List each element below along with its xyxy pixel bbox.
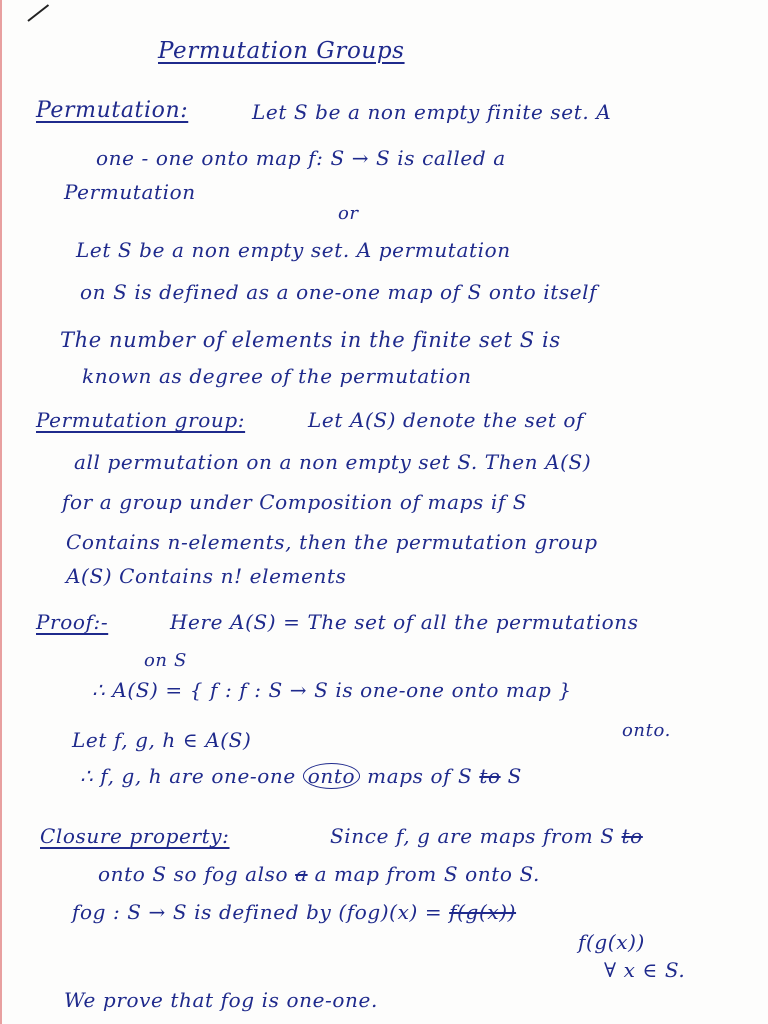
text-span: S xyxy=(507,764,522,788)
struck-word: to xyxy=(621,824,643,848)
text-span: onto S so fog also xyxy=(98,862,289,886)
circled-word: onto xyxy=(303,763,360,789)
text-line: ∴ A(S) = { f : f : S → S is one-one onto map } xyxy=(92,678,572,702)
text-line: Let A(S) denote the set of xyxy=(308,408,585,432)
text-line: The number of elements in the finite set S is xyxy=(60,328,561,352)
text-line: We prove that fog is one-one. xyxy=(64,988,378,1012)
text-line: Contains n-elements, then the permutation group xyxy=(66,530,598,554)
text-line xyxy=(330,826,643,846)
text-span: ∴ f, g, h are one-one xyxy=(80,764,296,788)
struck-word: to xyxy=(479,764,501,788)
struck-word: a xyxy=(295,862,308,886)
text-line: ∀ x ∈ S. xyxy=(604,958,686,982)
text-line: Here A(S) = The set of all the permutations xyxy=(170,610,639,634)
text-line: for a group under Composition of maps if S xyxy=(62,490,528,514)
permutation-heading: Permutation: xyxy=(36,98,189,123)
text-line: on S xyxy=(144,650,187,671)
text-line: one - one onto map f: S → S is called a xyxy=(96,146,506,170)
text-line: A(S) Contains n! elements xyxy=(66,564,347,588)
text-line xyxy=(98,864,540,884)
text-line: known as degree of the permutation xyxy=(82,364,472,388)
proof-heading: Proof:- xyxy=(36,610,109,634)
text-line: Let f, g, h ∈ A(S) xyxy=(72,728,252,752)
page-title: Permutation Groups xyxy=(158,38,405,64)
struck-word: f(g(x)) xyxy=(449,900,517,924)
inserted-word: onto. xyxy=(622,720,671,741)
text-line: or xyxy=(338,203,359,224)
pen-mark xyxy=(27,4,49,22)
text-line xyxy=(72,902,516,922)
text-line: all permutation on a non empty set S. Then A(S) xyxy=(74,450,592,474)
text-line: f(g(x)) xyxy=(578,930,645,954)
closure-heading: Closure property: xyxy=(40,824,230,848)
text-span: fog : S → S is defined by (fog)(x) = xyxy=(72,900,443,924)
text-line: Permutation xyxy=(64,180,196,204)
text-span: a map from S onto S. xyxy=(314,862,540,886)
text-span: maps of S xyxy=(367,764,473,788)
permutation-group-heading: Permutation group: xyxy=(36,408,246,432)
text-span: Since f, g are maps from S xyxy=(330,824,615,848)
text-line: Let S be a non empty set. A permutation xyxy=(76,238,511,262)
text-line: Let S be a non empty finite set. A xyxy=(252,100,612,124)
margin-line xyxy=(0,0,2,1024)
text-line xyxy=(80,766,522,786)
text-line: on S is defined as a one-one map of S onto itself xyxy=(80,280,598,304)
